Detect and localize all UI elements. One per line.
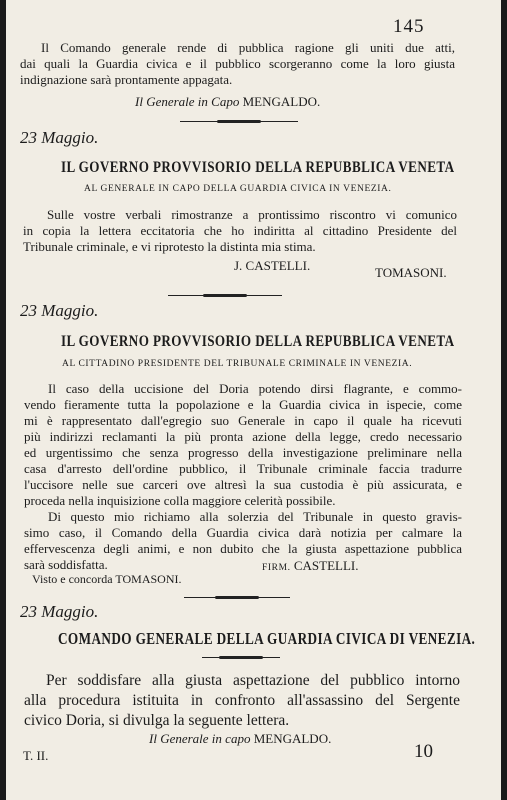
doc1-line-2: in copia la lettera eccitatoria che ho indiritta al cittadino Presidente del <box>23 223 457 238</box>
doc2-signer-prefix: FIRM. <box>262 563 291 573</box>
doc2-line-12: sarà soddisfatta. <box>24 557 108 572</box>
page-number: 145 <box>393 16 425 37</box>
doc1-line-1: Sulle vostre verbali rimostranze a prontissimo riscontro vi comunico <box>47 207 457 222</box>
doc2-line-9: Di questo mio richiamo alla solerzia del Tribunale in questo gravis- <box>48 509 462 524</box>
doc3-signature <box>149 731 331 747</box>
doc1-subheading: AL GENERALE IN CAPO DELLA GUARDIA CIVICA IN VENEZIA. <box>84 184 392 194</box>
doc1-signer-1: J. CASTELLI. <box>234 258 311 273</box>
doc2-line-10: simo caso, il Comando della Guardia civica darà notizia per calmare la <box>24 525 462 540</box>
doc3-signer-name: MENGALDO. <box>253 731 332 746</box>
doc2-line-4: più indirizzi reclamanti la più pronta azione della legge, credo necessario <box>24 429 462 444</box>
separator-rule-3 <box>184 596 290 599</box>
signature-number: 10 <box>414 741 433 762</box>
separator-rule-1 <box>180 120 298 123</box>
doc2-signature <box>262 558 359 577</box>
doc1-heading: IL GOVERNO PROVVISORIO DELLA REPUBBLICA VENETA <box>61 159 455 176</box>
doc2-signer-name: CASTELLI. <box>293 558 359 573</box>
doc2-heading: IL GOVERNO PROVVISORIO DELLA REPUBBLICA VENETA <box>61 333 455 350</box>
intro-line-3: indignazione sarà prontamente appagata. <box>20 72 233 87</box>
separator-rule-2 <box>168 294 282 297</box>
book-page <box>6 0 501 800</box>
intro-line-1: Il Comando generale rende di pubblica ragione gli uniti due atti, <box>41 40 455 55</box>
doc2-subheading: AL CITTADINO PRESIDENTE DEL TRIBUNALE CRIMINALE IN VENEZIA. <box>62 359 413 369</box>
intro-signer-name: MENGALDO. <box>242 94 321 109</box>
doc3-line-1: Per soddisfare alla giusta aspettazione del pubblico intorno <box>46 672 460 689</box>
doc2-line-1: Il caso della uccisione del Doria potendo dirsi flagrante, e commo- <box>48 381 462 396</box>
doc2-date: 23 Maggio. <box>20 301 99 320</box>
intro-signature <box>135 94 320 110</box>
separator-rule-4 <box>202 656 280 659</box>
doc1-date: 23 Maggio. <box>20 128 99 147</box>
doc2-line-2: vendo fieramente tutta la popolazione e la Guardia civica in ispecie, come <box>24 397 462 412</box>
doc3-line-3: civico Doria, si divulga la seguente lettera. <box>24 712 290 729</box>
doc2-line-11: effervescenza degli animi, e non dubito che la giusta aspettazione pubblica <box>24 541 462 556</box>
doc2-line-8: proceda nella inquisizione colla maggiore celerità possibile. <box>24 493 336 508</box>
doc2-line-6: casa d'arresto dell'ordine pubblico, il Tribunale criminale faccia tradurre <box>24 461 462 476</box>
doc3-line-2: alla procedura istituita in confronto all'assassino del Sergente <box>24 692 460 709</box>
intro-signer-role: Il Generale in Capo <box>135 94 240 109</box>
doc2-line-3: mi è rappresentato dall'egregio suo Generale in capo il quale ha ricevuti <box>24 413 462 428</box>
doc1-signer-2: TOMASONI. <box>375 265 447 280</box>
doc3-heading: COMANDO GENERALE DELLA GUARDIA CIVICA DI VENEZIA. <box>58 629 476 648</box>
doc2-line-5: ed urgentissimo che senza progresso della investigazione preliminare nella <box>24 445 462 460</box>
doc2-visto: Visto e concorda TOMASONI. <box>32 572 182 586</box>
signature-footer: T. II. <box>23 748 49 763</box>
doc1-line-3: Tribunale criminale, e vi riprotesto la distinta mia stima. <box>23 239 316 254</box>
doc3-date: 23 Maggio. <box>20 602 99 621</box>
intro-line-2: dai quali la Guardia civica e il pubblico scorgeranno come la loro giusta <box>20 56 455 71</box>
doc2-line-7: l'uccisore nelle sue carceri ove altresì la sua custodia è più assicurata, e <box>24 477 462 492</box>
doc3-signer-role: Il Generale in capo <box>149 731 251 746</box>
